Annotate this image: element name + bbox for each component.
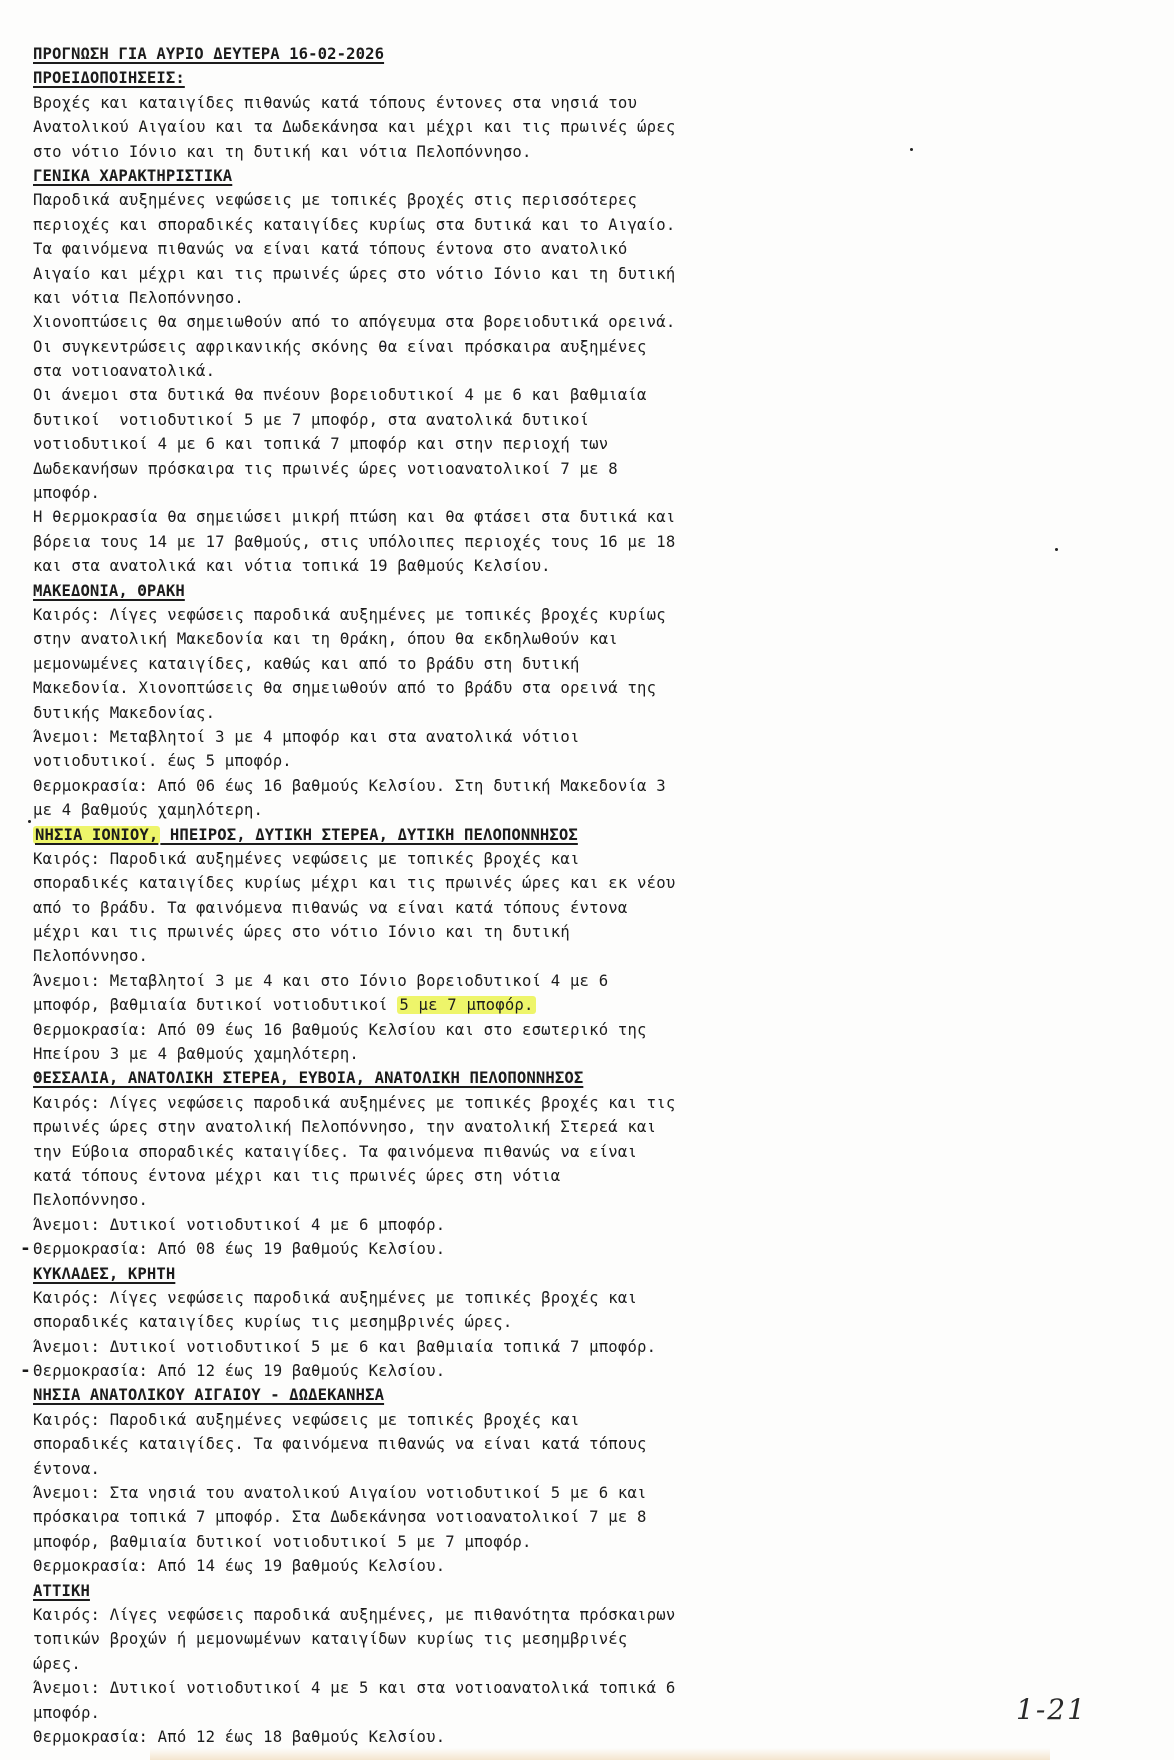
text-line: Δωδεκανήσων πρόσκαιρα τις πρωινές ώρες νοτιοανατολικοί 7 με 8: [33, 459, 618, 478]
text-line-highlighted: [33, 993, 863, 1017]
section-general: [33, 164, 863, 579]
text-line: Ηπείρου 3 με 4 βαθμούς χαμηλότερη.: [33, 1045, 359, 1064]
text-line: Οι άνεμοι στα δυτικά θα πνέουν βορειοδυτικοί 4 με 6 και βαθμιαία: [33, 386, 647, 405]
section-heading: ΓΕΝΙΚΑ ΧΑΡΑΚΤΗΡΙΣΤΙΚΑ: [33, 166, 233, 185]
text-line: την Εύβοια σποραδικές καταιγίδες. Τα φαινόμενα πιθανώς να είναι: [33, 1142, 638, 1161]
text-line: περιοχές και σποραδικές καταιγίδες κυρίως στα δυτικά και το Αιγαίο.: [33, 215, 676, 234]
text-line: και νότια Πελοπόννησο.: [33, 288, 244, 307]
text-line: μεμονωμένες καταιγίδες, καθώς και από το βράδυ στη δυτική: [33, 654, 580, 673]
section-heading: [33, 823, 863, 847]
text-fragment: μποφόρ, βαθμιαία δυτικοί νοτιοδυτικοί: [33, 996, 398, 1015]
text-line: Άνεμοι: Δυτικοί νοτιοδυτικοί 4 με 6 μποφόρ.: [33, 1215, 446, 1234]
section-cyclades-crete: [33, 1262, 863, 1384]
section-attica: [33, 1579, 863, 1750]
text-line: Ανατολικού Αιγαίου και τα Δωδεκάνησα και μέχρι και τις πρωινές ώρες: [33, 118, 676, 137]
margin-dot-mark: [1055, 548, 1058, 551]
text-line: Θερμοκρασία: Από 09 έως 16 βαθμούς Κελσίου και στο εσωτερικό της: [33, 1020, 647, 1039]
document-title: ΠΡΟΓΝΩΣΗ ΓΙΑ ΑΥΡΙΟ ΔΕΥΤΕΡΑ 16-02-2026: [33, 45, 385, 63]
section-macedonia-thrace: [33, 579, 863, 823]
text-line: κατά τόπους έντονα μέχρι και τις πρωινές ώρες στη νότια: [33, 1166, 561, 1185]
text-line: μποφόρ.: [33, 1703, 101, 1722]
text-line: Τα φαινόμενα πιθανώς να είναι κατά τόπους έντονα στο ανατολικό: [33, 240, 628, 259]
text-line: Πελοπόννησο.: [33, 947, 149, 966]
text-line: στην ανατολική Μακεδονία και τη Θράκη, όπου θα εκδηλωθούν και: [33, 630, 618, 649]
text-line: Καιρός: Λίγες νεφώσεις παροδικά αυξημένες με τοπικές βροχές και: [33, 1288, 638, 1307]
text-line: νοτιοδυτικοί. έως 5 μποφόρ.: [33, 752, 292, 771]
text-line: δυτικοί νοτιοδυτικοί 5 με 7 μποφόρ, στα ανατολικά δυτικοί: [33, 410, 590, 429]
text-line: Καιρός: Λίγες νεφώσεις παροδικά αυξημένες με τοπικές βροχές κυρίως: [33, 605, 666, 624]
text-line: Αιγαίο και μέχρι και τις πρωινές ώρες στο νότιο Ιόνιο και τη δυτική: [33, 264, 676, 283]
text-line: από το βράδυ. Τα φαινόμενα πιθανώς να είναι κατά τόπους έντονα: [33, 898, 628, 917]
text-line: Θερμοκρασία: Από 14 έως 19 βαθμούς Κελσίου.: [33, 1557, 446, 1576]
section-ionian-epirus: [33, 823, 863, 1067]
margin-dash-mark: -: [20, 1238, 31, 1259]
section-heading: ΚΥΚΛΑΔΕΣ, ΚΡΗΤΗ: [33, 1264, 176, 1283]
section-heading: ΜΑΚΕΔΟΝΙΑ, ΘΡΑΚΗ: [33, 581, 185, 600]
text-line: Θερμοκρασία: Από 06 έως 16 βαθμούς Κελσίου. Στη δυτική Μακεδονία 3: [33, 776, 666, 795]
text-line: Άνεμοι: Μεταβλητοί 3 με 4 μποφόρ και στα ανατολικά νότιοι: [33, 727, 580, 746]
section-heading: ΝΗΣΙΑ ΑΝΑΤΟΛΙΚΟΥ ΑΙΓΑΙΟΥ - ΔΩΔΕΚΑΝΗΣΑ: [33, 1386, 385, 1405]
section-heading: ΑΤΤΙΚΗ: [33, 1581, 90, 1600]
text-line: Πελοπόννησο.: [33, 1191, 149, 1210]
text-line: μποφόρ, βαθμιαία δυτικοί νοτιοδυτικοί 5 με 7 μποφόρ.: [33, 1532, 532, 1551]
text-line: Θερμοκρασία: Από 08 έως 19 βαθμούς Κελσίου.: [33, 1240, 446, 1259]
text-line: Παροδικά αυξημένες νεφώσεις με τοπικές βροχές στις περισσότερες: [33, 191, 638, 210]
text-line: μποφόρ.: [33, 484, 101, 503]
text-line: Μακεδονία. Χιονοπτώσεις θα σημειωθούν από το βράδυ στα ορεινά της: [33, 679, 657, 698]
text-line: έντονα.: [33, 1459, 101, 1478]
section-warnings: [33, 66, 863, 164]
text-line: σποραδικές καταιγίδες κυρίως μέχρι και τις πρωινές ώρες και εκ νέου: [33, 874, 676, 893]
text-line: πρόσκαιρα τοπικά 7 μποφόρ. Στα Δωδεκάνησα νοτιοανατολικοί 7 με 8: [33, 1508, 647, 1527]
section-heading: ΠΡΟΕΙΔΟΠΟΙΗΣΕΙΣ:: [33, 69, 185, 88]
text-line: τοπικών βροχών ή μεμονωμένων καταιγίδων κυρίως τις μεσημβρινές: [33, 1630, 628, 1649]
text-line: με 4 βαθμούς χαμηλότερη.: [33, 801, 264, 820]
text-line: βόρεια τους 14 με 17 βαθμούς, στις υπόλοιπες περιοχές τους 16 με 18: [33, 532, 676, 551]
margin-dot-mark: [28, 820, 31, 823]
section-thessaly-evia: [33, 1066, 863, 1261]
text-line: Θερμοκρασία: Από 12 έως 19 βαθμούς Κελσίου.: [33, 1362, 446, 1381]
text-line: στο νότιο Ιόνιο και τη δυτική και νότια Πελοπόννησο.: [33, 142, 532, 161]
section-east-aegean-dodecanese: [33, 1383, 863, 1578]
text-line: Καιρός: Παροδικά αυξημένες νεφώσεις με τοπικές βροχές και: [33, 849, 580, 868]
text-line: σποραδικές καταιγίδες κυρίως τις μεσημβρινές ώρες.: [33, 1313, 513, 1332]
forecast-document: [33, 42, 863, 1749]
text-line: Οι συγκεντρώσεις αφρικανικής σκόνης θα είναι πρόσκαιρα αυξημένες: [33, 337, 647, 356]
paper-edge-shadow: [150, 1748, 1050, 1760]
text-line: πρωινές ώρες στην ανατολική Πελοπόννησο, την ανατολική Στερεά και: [33, 1118, 657, 1137]
text-line: Καιρός: Λίγες νεφώσεις παροδικά αυξημένες με τοπικές βροχές και τις: [33, 1093, 676, 1112]
text-line: Άνεμοι: Μεταβλητοί 3 με 4 και στο Ιόνιο βορειοδυτικοί 4 με 6: [33, 971, 609, 990]
text-line: Άνεμοι: Στα νησιά του ανατολικού Αιγαίου νοτιοδυτικοί 5 με 6 και: [33, 1484, 647, 1503]
margin-dash-mark: -: [20, 1360, 31, 1381]
text-line: Καιρός: Παροδικά αυξημένες νεφώσεις με τοπικές βροχές και: [33, 1410, 580, 1429]
text-line: δυτικής Μακεδονίας.: [33, 703, 216, 722]
text-line: Άνεμοι: Δυτικοί νοτιοδυτικοί 4 με 5 και στα νοτιοανατολικά τοπικά 6: [33, 1679, 676, 1698]
heading-part: ΗΠΕΙΡΟΣ, ΔΥΤΙΚΗ ΣΤΕΡΕΑ, ΔΥΤΙΚΗ ΠΕΛΟΠΟΝΝΗΣΟΣ: [160, 825, 578, 844]
text-line: και στα ανατολικά και νότια τοπικά 19 βαθμούς Κελσίου.: [33, 557, 551, 576]
text-line: σποραδικές καταιγίδες. Τα φαινόμενα πιθανώς να είναι κατά τόπους: [33, 1435, 647, 1454]
text-line: ώρες.: [33, 1654, 81, 1673]
highlighted-text: 5 με 7 μποφόρ.: [399, 996, 534, 1015]
text-line: Χιονοπτώσεις θα σημειωθούν από το απόγευμα στα βορειοδυτικά ορεινά.: [33, 313, 676, 332]
text-line: Άνεμοι: Δυτικοί νοτιοδυτικοί 5 με 6 και βαθμιαία τοπικά 7 μποφόρ.: [33, 1337, 657, 1356]
text-line: στα νοτιοανατολικά.: [33, 362, 216, 381]
text-line: Βροχές και καταιγίδες πιθανώς κατά τόπους έντονες στα νησιά του: [33, 93, 638, 112]
text-line: μέχρι και τις πρωινές ώρες στο νότιο Ιόνιο και τη δυτική: [33, 923, 570, 942]
text-line: Η θερμοκρασία θα σημειώσει μικρή πτώση και θα φτάσει στα δυτικά και: [33, 508, 676, 527]
text-line: Θερμοκρασία: Από 12 έως 18 βαθμούς Κελσίου.: [33, 1727, 446, 1746]
text-line: νοτιοδυτικοί 4 με 6 και τοπικά 7 μποφόρ και στην περιοχή των: [33, 435, 609, 454]
handwritten-page-number: 1-21: [1016, 1693, 1087, 1726]
section-heading: ΘΕΣΣΑΛΙΑ, ΑΝΑΤΟΛΙΚΗ ΣΤΕΡΕΑ, ΕΥΒΟΙΑ, ΑΝΑΤΟΛΙΚΗ ΠΕΛΟΠΟΝΝΗΣΟΣ: [33, 1069, 584, 1088]
text-line: Καιρός: Λίγες νεφώσεις παροδικά αυξημένες, με πιθανότητα πρόσκαιρων: [33, 1606, 676, 1624]
highlighted-heading-part: ΝΗΣΙΑ ΙΟΝΙΟΥ,: [35, 825, 159, 844]
margin-dot-mark: [910, 148, 913, 151]
